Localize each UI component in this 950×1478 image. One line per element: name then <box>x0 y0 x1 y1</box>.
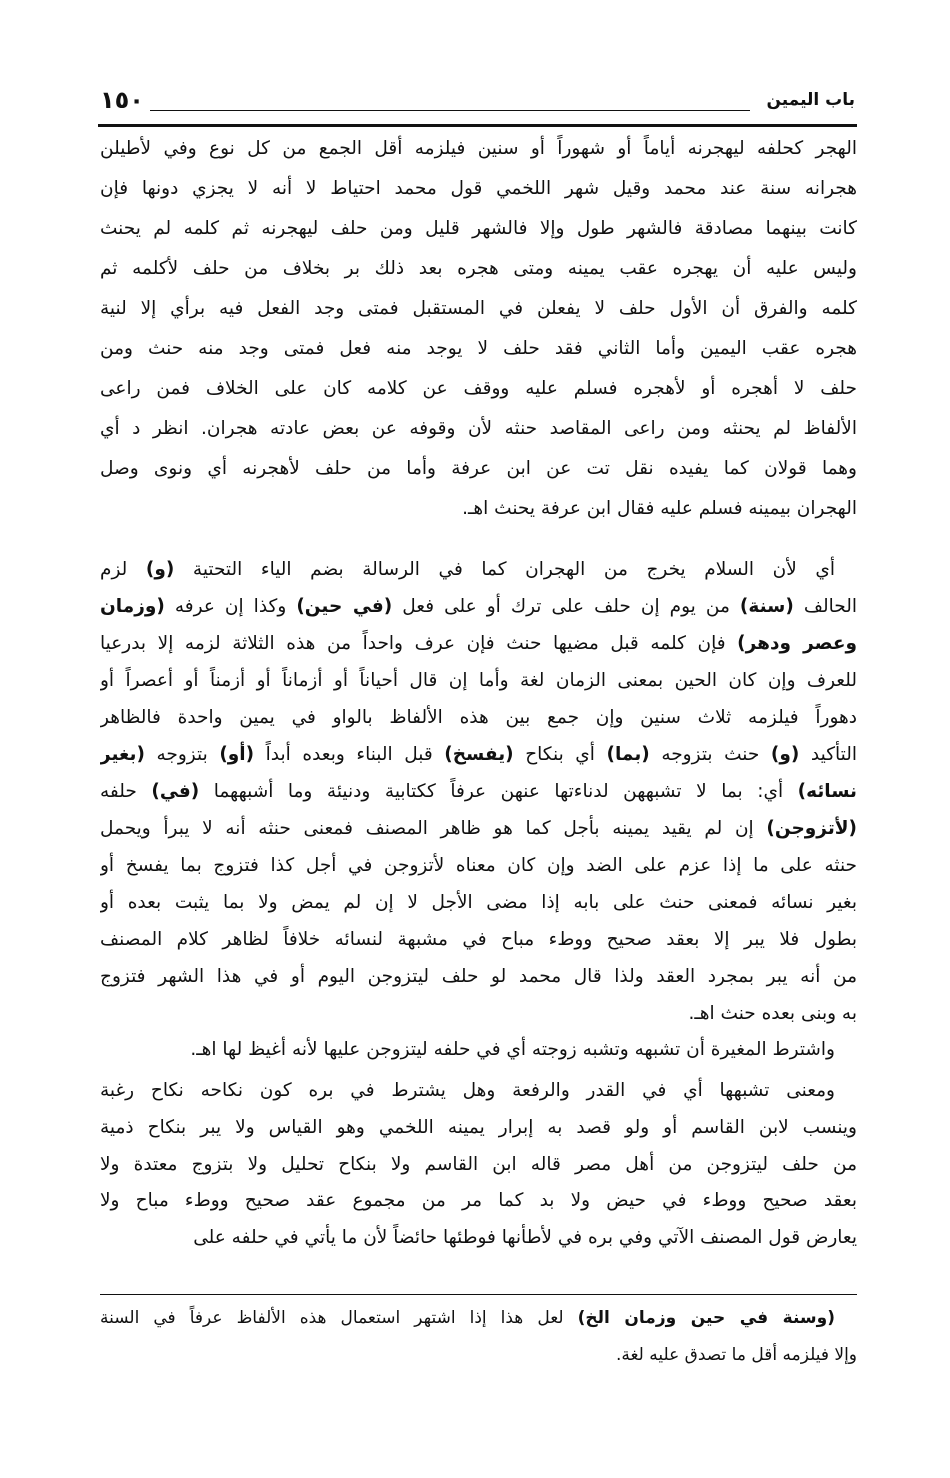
text-segment: من حلف ليتزوجن من أهل مصر قاله ابن القاسم ولا بنكاح تحليل ولا بتزوج معتدة ولا <box>100 1153 857 1175</box>
text-line <box>100 588 857 625</box>
paragraph <box>100 1073 857 1257</box>
text-line <box>100 1220 857 1257</box>
text-segment: بغير نسائه فمعنى حنث على بابه إذا مضى الأجل لا إن لم يمض ولا بما يثبت بعده أو <box>100 892 857 913</box>
bold-term: (وزمان <box>100 596 165 617</box>
page-number: ١٥٠ <box>100 86 144 114</box>
bold-term: (بغير <box>100 744 145 765</box>
text-segment: بتزوجه <box>144 744 220 765</box>
text-segment: حنثه على ما إذا عزم على الضد وإن كان معناه لأتزوجن في أجل كذا فتزوج بما يفسخ أو <box>100 855 857 876</box>
text-segment: الألفاظ لم يحنثه ومن راعى المقاصد حنثه لأن وقوفه عن بعض عادته هجران. انظر د أي <box>100 418 857 439</box>
text-segment: الهجران بيمينه فسلم عليه فقال ابن عرفة يحنث اهـ. <box>462 498 857 519</box>
text-line <box>100 1031 857 1068</box>
text-line <box>100 1147 857 1184</box>
text-line <box>100 995 857 1032</box>
text-segment: الهجر كحلفه ليهجرنه أياماً أو شهوراً أو سنين فيلزمه أقل الجمع من كل نوع وفي لأطيلن <box>100 138 857 159</box>
chapter-title: باب اليمين <box>766 90 855 110</box>
text-segment: الحالف <box>793 596 857 617</box>
text-segment: وكذا إن عرفه <box>164 596 297 617</box>
text-line <box>100 847 857 884</box>
text-segment: دهوراً فيلزمه ثلاث سنين وإن جمع بين هذه الألفاظ بالواو في يمين واحدة فالظاهر <box>100 707 857 728</box>
text-line <box>100 1110 857 1147</box>
bold-term: (و) <box>145 559 175 580</box>
text-segment: التأكيد <box>799 744 857 765</box>
paragraph <box>100 551 857 1032</box>
text-segment: للعرف وإن كان الحين بمعنى الزمان لغة وأما إن قال أحياناً أو أزماناً أو أزمناً أو أعصراً أو <box>100 670 857 691</box>
text-segment: واشترط المغيرة أن تشبهه وتشبه زوجته أي في حلفه ليتزوجن عليها لأنه أغيظ لها اهـ. <box>190 1039 835 1060</box>
text-segment: لزم <box>100 559 146 580</box>
text-line <box>100 329 857 369</box>
text-segment: إن لم يقيد يمينه بأجل كما هو ظاهر المصنف فمعنى حنثه أنه لا يبرأ ويحمل <box>100 818 767 839</box>
text-line <box>100 551 857 588</box>
footnote-rule <box>100 1294 857 1295</box>
text-segment: هجره عقب اليمين وأما الثاني فقد حلف لا يوجد منه فعل فمتى وجد منه حنث ومن <box>100 338 857 359</box>
bold-term: (في حين) <box>296 596 393 617</box>
bold-term: (في) <box>151 781 200 802</box>
text-segment: وهما قولان كما يفيده نقل تت عن ابن عرفة وأما من حلف لأهجرنه أي ونوى وصل <box>100 458 857 479</box>
bold-term: (يفسخ) <box>444 744 514 765</box>
text-segment: حنث بتزوجه <box>649 744 771 765</box>
bold-term: وعصر ودهر) <box>737 633 857 654</box>
bold-term: (و) <box>770 744 800 765</box>
text-segment: من يوم إن حلف على ترك أو على فعل <box>392 596 740 617</box>
text-line <box>100 1300 857 1337</box>
text-line <box>100 169 857 209</box>
bold-term: (أو) <box>219 744 255 765</box>
header-dash-line <box>150 110 750 111</box>
text-segment: بطول فلا يبر إلا بعقد صحيح ووطء مباح في مشبهة لنسائه خلافاً لظاهر كلام المصنف <box>100 929 857 950</box>
text-line <box>100 489 857 529</box>
text-segment: هجرانه سنة عند محمد وقيل شهر اللخمي قول محمد احتياط لا أنه لا يجزي دونها فإن <box>100 178 857 199</box>
text-segment: وليس عليه أن يهجره عقب يمينه ومتى هجره بعد ذلك بر بخلاف من حلف لأكلمه ثم <box>100 258 857 279</box>
text-segment: كانت بينهما مصادقة فالشهر طول وإلا فالشهر قليل ومن حلف ليهجرنه ثم كلمه لم يحنث <box>100 218 857 239</box>
text-segment: فإن كلمه قبل مضيها حنث فإن عرف واحداً من هذه الثلاثة لزمه إلا بدرعيا <box>100 633 738 654</box>
text-line <box>100 958 857 995</box>
text-line <box>100 449 857 489</box>
header-rule <box>98 124 857 127</box>
paragraph <box>100 129 857 529</box>
text-line <box>100 921 857 958</box>
paragraph <box>100 1031 857 1068</box>
footnote <box>100 1300 857 1374</box>
text-segment: أي بنكاح <box>513 744 607 765</box>
text-line <box>100 1337 857 1374</box>
text-segment: يعارض قول المصنف الآتي وفي بره في لأطأنها فوطئها حائضاً لأن ما يأتي في حلفه على <box>193 1227 857 1249</box>
text-line <box>100 129 857 169</box>
text-line <box>100 1183 857 1220</box>
text-segment: وينسب لابن القاسم أو ولو قصد به إبرار يمينه اللخمي وهو القياس ولا يبر بنكاح ذمية <box>100 1116 857 1138</box>
text-line <box>100 249 857 289</box>
text-segment: بعقد صحيح ووطء في حيض ولا بد كما مر من مجموع عقد صحيح ووطء مباح ولا <box>100 1190 857 1212</box>
text-segment: أي لأن السلام يخرج من الهجران كما في الرسالة بضم الياء التحتية <box>174 559 835 580</box>
text-line <box>100 369 857 409</box>
text-segment: حلف لا أهجره أو لأهجره فسلم عليه ووقف عن كلامه كان على الخلاف فمن راعى <box>100 378 857 399</box>
text-segment: كلمه والفرق أن الأول حلف لا يفعلن في المستقبل فمتى وجد الفعل فيه برأي إلا لنية <box>100 298 857 319</box>
bold-term: نسائه) <box>797 781 857 802</box>
text-segment: ومعنى تشبهها أي في القدر والرفعة وهل يشترط في بره كون نكاحه نكاح رغبة <box>100 1080 835 1101</box>
bold-term: (لأتزوجن) <box>766 818 857 839</box>
text-line <box>100 625 857 662</box>
text-line <box>100 1073 857 1110</box>
bold-term: (وسنة في حين وزمان الخ) <box>577 1308 835 1328</box>
text-line <box>100 884 857 921</box>
text-line <box>100 699 857 736</box>
text-line <box>100 209 857 249</box>
text-line <box>100 810 857 847</box>
text-segment: حلفه <box>100 781 152 802</box>
text-line <box>100 662 857 699</box>
text-segment: وإلا فيلزمه أقل ما تصدق عليه لغة. <box>615 1345 857 1365</box>
bold-term: (سنة) <box>739 596 794 617</box>
text-segment: به وبنى بعده حنث اهـ. <box>688 1003 857 1024</box>
text-segment: من أنه يبر بمجرد العقد ولذا قال محمد لو حلف ليتزوجن اليوم أو في هذا الشهر فتزوج <box>100 966 857 987</box>
text-line <box>100 289 857 329</box>
bold-term: (بما) <box>606 744 650 765</box>
text-segment: أي: بما لا تشبههن لدناءتها عنهن عرفاً ككتابية ودنيئة وما أشبههما <box>199 781 798 802</box>
text-line <box>100 409 857 449</box>
text-line <box>100 773 857 810</box>
text-line <box>100 736 857 773</box>
text-segment: لعل هذا إذا اشتهر استعمال هذه الألفاظ عرفاً في السنة <box>100 1308 578 1328</box>
text-segment: قبل البناء وبعده أبداً <box>254 744 445 765</box>
